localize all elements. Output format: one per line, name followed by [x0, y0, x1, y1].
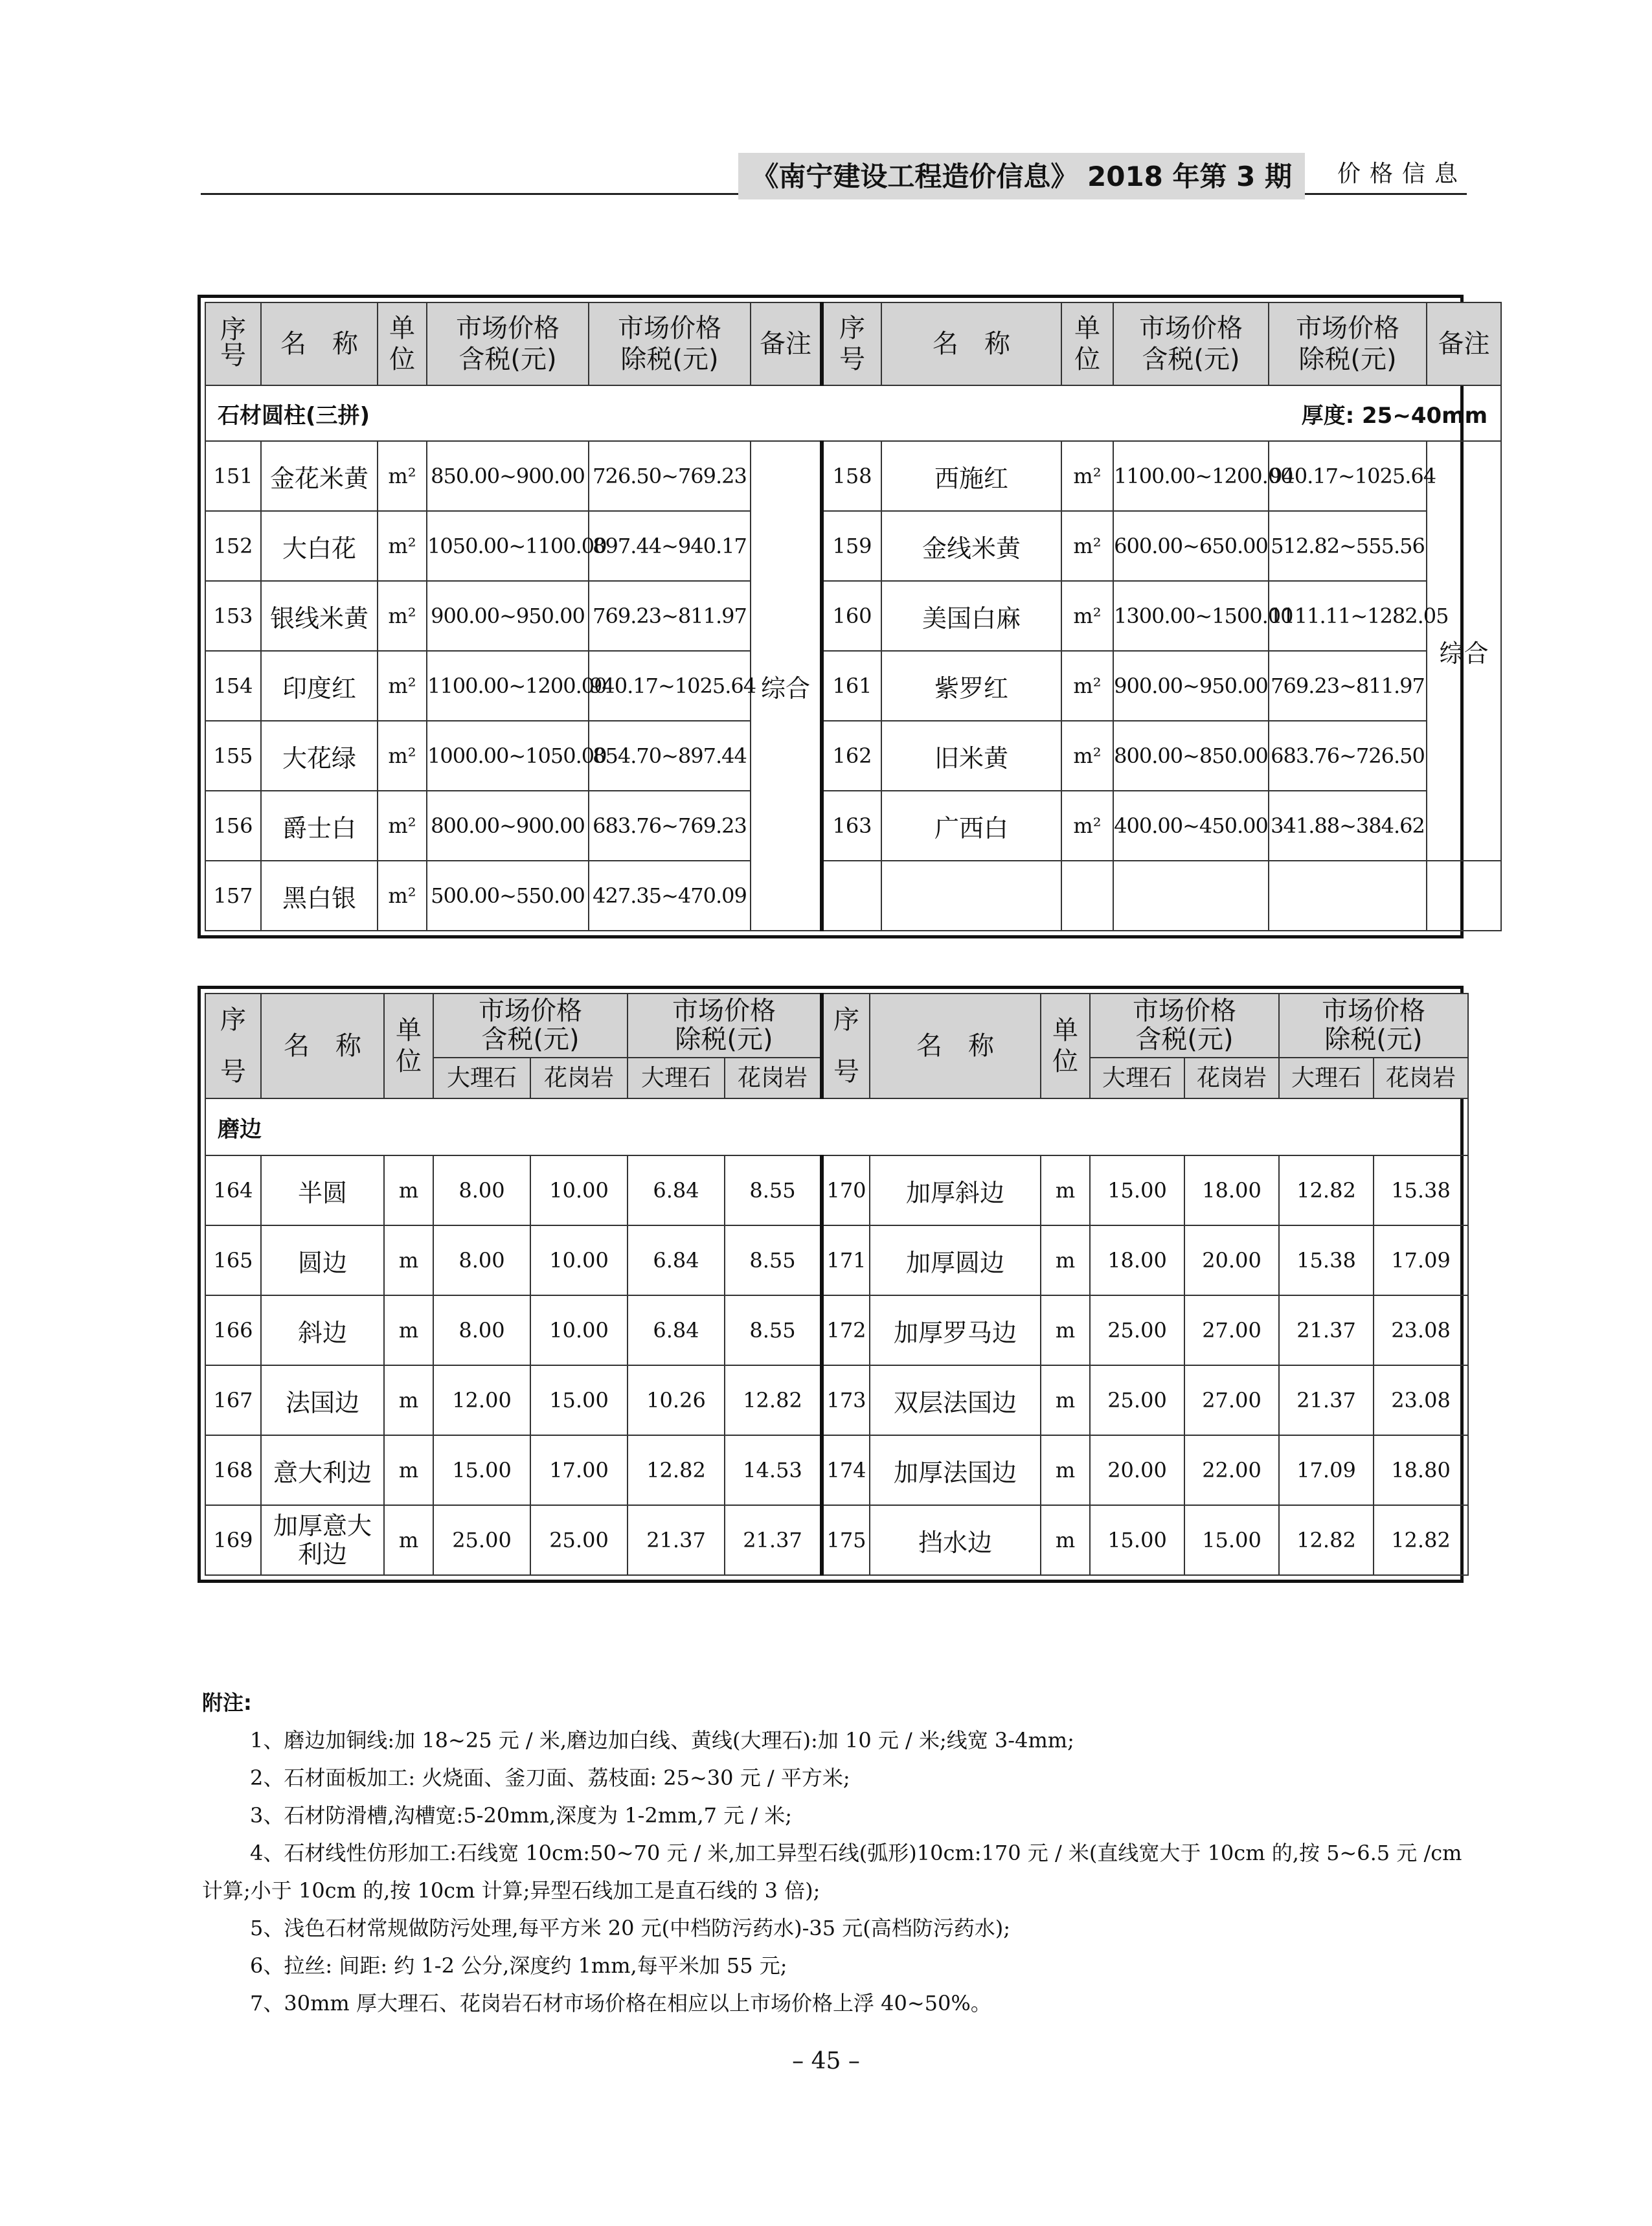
- price-tax-cell: 1050.00~1100.00: [427, 511, 589, 581]
- granite-price-tax-cell: 10.00: [530, 1155, 628, 1225]
- marble-price-tax-cell: 8.00: [433, 1225, 530, 1295]
- publication-title: 《南宁建设工程造价信息》 2018 年第 3 期: [738, 153, 1305, 199]
- table-row: [205, 791, 1501, 861]
- granite-price-tax-cell: 20.00: [1184, 1225, 1279, 1295]
- granite-price-notax-cell: 8.55: [725, 1155, 822, 1225]
- unit-value: m²: [1073, 744, 1102, 768]
- granite-price-notax-cell: 12.82: [725, 1365, 822, 1435]
- col-remark: 备注: [751, 302, 822, 385]
- name-cell: 半圆: [261, 1155, 384, 1225]
- price-tax-cell: 1100.00~1200.00: [1113, 441, 1269, 511]
- seq-cell: 152: [205, 511, 261, 581]
- price-notax-cell: 769.23~811.97: [1269, 651, 1427, 721]
- name-cell: 金花米黄: [261, 441, 378, 511]
- price-notax-cell: 683.76~769.23: [589, 791, 751, 861]
- name-cell: 加厚法国边: [870, 1435, 1041, 1505]
- unit-cell: [1061, 581, 1113, 651]
- unit-cell: [384, 1435, 433, 1505]
- table-row: [205, 721, 1501, 791]
- marble-price-tax-cell: 15.00: [1090, 1155, 1184, 1225]
- name-cell: 加厚斜边: [870, 1155, 1041, 1225]
- granite-price-tax-cell: 25.00: [530, 1505, 628, 1575]
- col-price-tax: 市场价格含税(元): [1090, 994, 1279, 1058]
- price-notax-cell: 683.76~726.50: [1269, 721, 1427, 791]
- unit-cell: [384, 1295, 433, 1365]
- granite-price-notax-cell: 8.55: [725, 1225, 822, 1295]
- seq-cell: 153: [205, 581, 261, 651]
- marble-price-notax-cell: 6.84: [628, 1295, 725, 1365]
- name-cell: 双层法国边: [870, 1365, 1041, 1435]
- marble-price-tax-cell: 25.00: [1090, 1295, 1184, 1365]
- edge-grinding-price-table: [198, 986, 1464, 1583]
- price-tax-cell: 1100.00~1200.00: [427, 651, 589, 721]
- unit-value: m²: [1073, 813, 1102, 838]
- unit-cell: [384, 1225, 433, 1295]
- name-cell: 挡水边: [870, 1505, 1041, 1575]
- unit-value: m²: [388, 883, 416, 908]
- price-tax-cell: 500.00~550.00: [427, 861, 589, 931]
- col-seq: 序号: [205, 994, 261, 1098]
- table-row: [205, 1225, 1468, 1295]
- unit-cell: [1061, 791, 1113, 861]
- col-price-tax: 市场价格含税(元): [433, 994, 628, 1058]
- table-row: [205, 1435, 1468, 1505]
- price-tax-cell: 400.00~450.00: [1113, 791, 1269, 861]
- seq-cell: 171: [822, 1225, 870, 1295]
- granite-price-tax-cell: 27.00: [1184, 1365, 1279, 1435]
- seq-cell: 157: [205, 861, 261, 931]
- marble-price-notax-cell: 15.38: [1279, 1225, 1374, 1295]
- marble-price-tax-cell: 15.00: [433, 1435, 530, 1505]
- unit-value: m: [1055, 1318, 1076, 1343]
- col-price-notax: 市场价格除税(元): [628, 994, 822, 1058]
- price-notax-cell: 427.35~470.09: [589, 861, 751, 931]
- unit-cell: [378, 791, 427, 861]
- name-cell: 大花绿: [261, 721, 378, 791]
- unit-cell: [1041, 1435, 1090, 1505]
- col-name: 名 称: [261, 302, 378, 385]
- marble-price-tax-cell: 25.00: [433, 1505, 530, 1575]
- table-row: [205, 1295, 1468, 1365]
- col-price-tax: 市场价格含税(元): [427, 302, 589, 385]
- name-cell: 爵士白: [261, 791, 378, 861]
- price-notax-cell: 726.50~769.23: [589, 441, 751, 511]
- granite-price-notax-cell: 23.08: [1374, 1365, 1468, 1435]
- name-cell: 加厚意大利边: [261, 1505, 384, 1575]
- name-cell: 印度红: [261, 651, 378, 721]
- section-title-cell: [205, 385, 1501, 441]
- col-granite: 花岗岩: [725, 1058, 822, 1098]
- name-cell: 大白花: [261, 511, 378, 581]
- granite-price-tax-cell: 15.00: [1184, 1505, 1279, 1575]
- note-item: 6、拉丝: 间距: 约 1-2 公分,深度约 1mm,每平米加 55 元;: [250, 1953, 787, 1978]
- unit-value: m: [398, 1248, 419, 1273]
- unit-value: m²: [388, 744, 416, 768]
- stone-column-price-table: [198, 295, 1490, 938]
- col-granite: 花岗岩: [1184, 1058, 1279, 1098]
- seq-cell: 159: [822, 511, 881, 581]
- granite-price-tax-cell: 17.00: [530, 1435, 628, 1505]
- col-marble: 大理石: [433, 1058, 530, 1098]
- marble-price-notax-cell: 21.37: [1279, 1365, 1374, 1435]
- granite-price-tax-cell: 15.00: [530, 1365, 628, 1435]
- price-tax-cell: 900.00~950.00: [427, 581, 589, 651]
- col-price-notax: 市场价格除税(元): [589, 302, 751, 385]
- unit-value: m: [1055, 1528, 1076, 1552]
- col-unit: 单位: [1041, 994, 1090, 1098]
- unit-cell: [378, 581, 427, 651]
- table-row: [205, 1155, 1468, 1225]
- name-cell: 加厚罗马边: [870, 1295, 1041, 1365]
- seq-cell: 166: [205, 1295, 261, 1365]
- unit-value: m: [398, 1388, 419, 1413]
- unit-value: m: [1055, 1458, 1076, 1482]
- unit-value: m²: [1073, 604, 1102, 628]
- granite-price-notax-cell: 12.82: [1374, 1505, 1468, 1575]
- unit-value: m: [398, 1458, 419, 1482]
- table-row: [205, 651, 1501, 721]
- unit-value: m²: [1073, 534, 1102, 558]
- unit-value: m²: [1073, 464, 1102, 488]
- thickness-note: 厚度: 25~40mm: [1301, 402, 1488, 429]
- note-item: 1、磨边加铜线:加 18~25 元 / 米,磨边加白线、黄线(大理石):加 10 元 / 米;线宽 3-4mm;: [250, 1728, 1074, 1753]
- marble-price-tax-cell: 12.00: [433, 1365, 530, 1435]
- col-granite: 花岗岩: [530, 1058, 628, 1098]
- marble-price-tax-cell: 20.00: [1090, 1435, 1184, 1505]
- note-item: 2、石材面板加工: 火烧面、釜刀面、荔枝面: 25~30 元 / 平方米;: [250, 1766, 850, 1790]
- price-tax-cell: 1300.00~1500.00: [1113, 581, 1269, 651]
- granite-price-notax-cell: 21.37: [725, 1505, 822, 1575]
- empty-cell: [1427, 861, 1501, 931]
- note-item: 4、石材线性仿形加工:石线宽 10cm:50~70 元 / 米,加工异型石线(弧形)10cm:170 元 / 米(直线宽大于 10cm 的,按 5~6.5 元 /cm 计算;小于 10cm 的,按 10cm 计算;异型石线加工是直石线的 3 倍);: [202, 1841, 1462, 1903]
- price-notax-cell: 854.70~897.44: [589, 721, 751, 791]
- name-cell: 斜边: [261, 1295, 384, 1365]
- col-seq: 序号: [822, 994, 870, 1098]
- col-remark: 备注: [1427, 302, 1501, 385]
- seq-cell: 155: [205, 721, 261, 791]
- table-row: [205, 441, 1501, 511]
- col-unit: 单位: [1061, 302, 1113, 385]
- table-row: [205, 1365, 1468, 1435]
- col-name: 名 称: [881, 302, 1061, 385]
- granite-price-tax-cell: 18.00: [1184, 1155, 1279, 1225]
- granite-price-tax-cell: 27.00: [1184, 1295, 1279, 1365]
- seq-cell: 164: [205, 1155, 261, 1225]
- unit-value: m²: [388, 464, 416, 488]
- seq-cell: 162: [822, 721, 881, 791]
- unit-cell: [378, 441, 427, 511]
- unit-cell: [1041, 1365, 1090, 1435]
- marble-price-tax-cell: 15.00: [1090, 1505, 1184, 1575]
- unit-value: m²: [388, 534, 416, 558]
- price-tax-cell: 1000.00~1050.00: [427, 721, 589, 791]
- remark-cell: 综合: [751, 441, 822, 931]
- note-item: 3、石材防滑槽,沟槽宽:5-20mm,深度为 1-2mm,7 元 / 米;: [250, 1803, 793, 1828]
- name-cell: 加厚圆边: [870, 1225, 1041, 1295]
- granite-price-tax-cell: 10.00: [530, 1225, 628, 1295]
- footnotes: [202, 1684, 1471, 2022]
- col-unit: 单位: [384, 994, 433, 1098]
- col-marble: 大理石: [628, 1058, 725, 1098]
- empty-cell: [1269, 861, 1427, 931]
- seq-cell: 172: [822, 1295, 870, 1365]
- marble-price-notax-cell: 6.84: [628, 1225, 725, 1295]
- price-tax-cell: 850.00~900.00: [427, 441, 589, 511]
- note-item: 7、30mm 厚大理石、花岗岩石材市场价格在相应以上市场价格上浮 40~50%。: [250, 1991, 991, 2016]
- name-cell: 圆边: [261, 1225, 384, 1295]
- unit-cell: [1041, 1225, 1090, 1295]
- price-tax-cell: 800.00~900.00: [427, 791, 589, 861]
- seq-cell: 167: [205, 1365, 261, 1435]
- col-granite: 花岗岩: [1374, 1058, 1468, 1098]
- unit-value: m: [1055, 1248, 1076, 1273]
- seq-cell: 154: [205, 651, 261, 721]
- table-row: [205, 511, 1501, 581]
- name-cell: 美国白麻: [881, 581, 1061, 651]
- seq-cell: 165: [205, 1225, 261, 1295]
- price-notax-cell: 341.88~384.62: [1269, 791, 1427, 861]
- granite-price-notax-cell: 23.08: [1374, 1295, 1468, 1365]
- unit-value: m: [398, 1318, 419, 1343]
- unit-value: m: [398, 1178, 419, 1203]
- unit-cell: [378, 651, 427, 721]
- unit-value: m: [1055, 1388, 1076, 1413]
- unit-cell: [1041, 1295, 1090, 1365]
- seq-cell: 173: [822, 1365, 870, 1435]
- granite-price-notax-cell: 18.80: [1374, 1435, 1468, 1505]
- price-notax-cell: 1111.11~1282.05: [1269, 581, 1427, 651]
- col-marble: 大理石: [1279, 1058, 1374, 1098]
- table1-header-row: [205, 302, 1501, 385]
- seq-cell: 163: [822, 791, 881, 861]
- granite-price-notax-cell: 14.53: [725, 1435, 822, 1505]
- name-cell: 紫罗红: [881, 651, 1061, 721]
- name-cell: 银线米黄: [261, 581, 378, 651]
- marble-price-notax-cell: 10.26: [628, 1365, 725, 1435]
- name-cell: 法国边: [261, 1365, 384, 1435]
- unit-cell: [1061, 721, 1113, 791]
- price-notax-cell: 897.44~940.17: [589, 511, 751, 581]
- unit-value: m: [398, 1528, 419, 1552]
- price-notax-cell: 769.23~811.97: [589, 581, 751, 651]
- name-cell: 意大利边: [261, 1435, 384, 1505]
- seq-cell: 158: [822, 441, 881, 511]
- section-title: 石材圆柱(三拼): [218, 402, 370, 429]
- col-marble: 大理石: [1090, 1058, 1184, 1098]
- section-title: 磨边: [218, 1116, 262, 1142]
- unit-cell: [384, 1155, 433, 1225]
- price-tax-cell: 900.00~950.00: [1113, 651, 1269, 721]
- seq-cell: 151: [205, 441, 261, 511]
- unit-cell: [384, 1505, 433, 1575]
- marble-price-tax-cell: 25.00: [1090, 1365, 1184, 1435]
- price-notax-cell: 940.17~1025.64: [1269, 441, 1427, 511]
- empty-cell: [1061, 861, 1113, 931]
- col-price-notax: 市场价格除税(元): [1269, 302, 1427, 385]
- marble-price-notax-cell: 12.82: [1279, 1505, 1374, 1575]
- unit-value: m²: [1073, 674, 1102, 698]
- marble-price-notax-cell: 21.37: [628, 1505, 725, 1575]
- table1-section-row: [205, 385, 1501, 441]
- name-cell: 西施红: [881, 441, 1061, 511]
- empty-cell: [881, 861, 1061, 931]
- empty-cell: [1113, 861, 1269, 931]
- col-name: 名 称: [261, 994, 384, 1098]
- unit-cell: [1061, 441, 1113, 511]
- granite-price-notax-cell: 17.09: [1374, 1225, 1468, 1295]
- granite-price-notax-cell: 15.38: [1374, 1155, 1468, 1225]
- price-tax-cell: 800.00~850.00: [1113, 721, 1269, 791]
- note-item: 5、浅色石材常规做防污处理,每平方米 20 元(中档防污药水)-35 元(高档防污药水);: [250, 1916, 1011, 1940]
- name-cell: 黑白银: [261, 861, 378, 931]
- price-notax-cell: 512.82~555.56: [1269, 511, 1427, 581]
- col-price-tax: 市场价格含税(元): [1113, 302, 1269, 385]
- seq-cell: 160: [822, 581, 881, 651]
- table-row: [205, 1505, 1468, 1575]
- marble-price-tax-cell: 8.00: [433, 1155, 530, 1225]
- unit-value: m²: [388, 604, 416, 628]
- granite-price-tax-cell: 22.00: [1184, 1435, 1279, 1505]
- col-name: 名 称: [870, 994, 1041, 1098]
- marble-price-tax-cell: 18.00: [1090, 1225, 1184, 1295]
- name-cell: 金线米黄: [881, 511, 1061, 581]
- marble-price-notax-cell: 17.09: [1279, 1435, 1374, 1505]
- table-row: [205, 581, 1501, 651]
- marble-price-tax-cell: 8.00: [433, 1295, 530, 1365]
- table2-section-row: [205, 1098, 1468, 1155]
- price-tax-cell: 600.00~650.00: [1113, 511, 1269, 581]
- name-cell: 广西白: [881, 791, 1061, 861]
- unit-cell: [378, 861, 427, 931]
- marble-price-notax-cell: 21.37: [1279, 1295, 1374, 1365]
- granite-price-notax-cell: 8.55: [725, 1295, 822, 1365]
- notes-title: 附注:: [202, 1690, 252, 1715]
- unit-cell: [1061, 651, 1113, 721]
- granite-price-tax-cell: 10.00: [530, 1295, 628, 1365]
- price-notax-cell: 940.17~1025.64: [589, 651, 751, 721]
- seq-cell: 168: [205, 1435, 261, 1505]
- unit-cell: [1041, 1505, 1090, 1575]
- table2-header-row: [205, 994, 1468, 1058]
- marble-price-notax-cell: 12.82: [1279, 1155, 1374, 1225]
- unit-value: m²: [388, 674, 416, 698]
- seq-cell: 161: [822, 651, 881, 721]
- col-seq: 序号: [205, 302, 261, 385]
- unit-value: m: [1055, 1178, 1076, 1203]
- seq-cell: 174: [822, 1435, 870, 1505]
- marble-price-notax-cell: 6.84: [628, 1155, 725, 1225]
- empty-cell: [822, 861, 881, 931]
- unit-cell: [378, 511, 427, 581]
- page-header: [201, 148, 1467, 195]
- page-number: – 45 –: [792, 2048, 860, 2074]
- col-unit: 单位: [378, 302, 427, 385]
- unit-cell: [1041, 1155, 1090, 1225]
- remark-cell: 综合: [1427, 441, 1501, 861]
- seq-cell: 169: [205, 1505, 261, 1575]
- col-seq: 序号: [822, 302, 881, 385]
- section-title-cell: [205, 1098, 1468, 1155]
- seq-cell: 175: [822, 1505, 870, 1575]
- unit-cell: [384, 1365, 433, 1435]
- unit-cell: [378, 721, 427, 791]
- col-price-notax: 市场价格除税(元): [1279, 994, 1468, 1058]
- unit-value: m²: [388, 813, 416, 838]
- section-label: 价格信息: [1337, 161, 1467, 187]
- seq-cell: 170: [822, 1155, 870, 1225]
- seq-cell: 156: [205, 791, 261, 861]
- table-row: [205, 861, 1501, 931]
- unit-cell: [1061, 511, 1113, 581]
- marble-price-notax-cell: 12.82: [628, 1435, 725, 1505]
- name-cell: 旧米黄: [881, 721, 1061, 791]
